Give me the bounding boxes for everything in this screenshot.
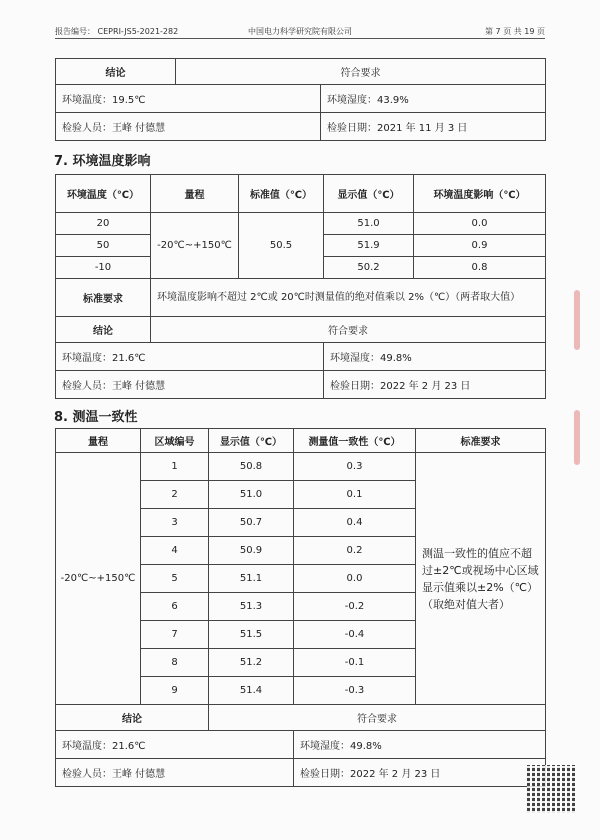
sec7-requirement-label: 标准要求 — [56, 279, 151, 317]
sec7-title: 7. 环境温度影响 — [54, 154, 151, 169]
sec7-header-display: 显示值（℃） — [324, 175, 414, 213]
sec6-ambient-humidity: 环境湿度：43.9% — [321, 85, 546, 113]
sec8-zone-cell: 3 — [141, 509, 209, 537]
sec8-consistency-cell: -0.4 — [294, 621, 416, 649]
sec6-inspector: 检验人员：王峰 付德慧 — [56, 113, 321, 141]
organization-name: 中国电力科学研究院有限公司 — [248, 27, 352, 36]
sec7-temp-cell: 20 — [56, 213, 151, 235]
sec8-header-display: 显示值（℃） — [209, 429, 294, 453]
sec7-conclusion-label: 结论 — [56, 317, 151, 343]
page-header — [55, 22, 545, 39]
table-row — [56, 213, 546, 235]
sec8-consistency-cell: 0.4 — [294, 509, 416, 537]
sec8-zone-cell: 5 — [141, 565, 209, 593]
sec8-consistency-cell: 0.0 — [294, 565, 416, 593]
sec7-requirement-value: 环境温度影响不超过 2℃或 20℃时测量值的绝对值乘以 2%（℃）（两者取大值） — [151, 279, 546, 317]
sec8-display-cell: 51.5 — [209, 621, 294, 649]
sec8-zone-cell: 9 — [141, 677, 209, 705]
sec8-consistency-cell: 0.2 — [294, 537, 416, 565]
sec8-header-requirement: 标准要求 — [416, 429, 546, 453]
sec8-display-cell: 50.7 — [209, 509, 294, 537]
sec8-ambient-temp: 环境温度：21.6℃ — [56, 731, 294, 759]
sec8-ambient-humidity: 环境湿度：49.8% — [294, 731, 546, 759]
sec8-requirement-cell: 测温一致性的值应不超过±2℃或视场中心区域显示值乘以±2%（℃）（取绝对值大者） — [416, 453, 546, 705]
sec7-header-temp: 环境温度（℃） — [56, 175, 151, 213]
report-number: 报告编号： CEPRI-JS5-2021-282 — [55, 27, 179, 36]
sec8-zone-cell: 6 — [141, 593, 209, 621]
table-row — [56, 453, 546, 481]
sec8-conclusion-label: 结论 — [56, 705, 209, 731]
sec8-consistency-cell: -0.2 — [294, 593, 416, 621]
sec8-zone-cell: 7 — [141, 621, 209, 649]
sec8-inspector: 检验人员：王峰 付德慧 — [56, 759, 294, 787]
sec7-table — [55, 174, 546, 399]
sec7-date: 检验日期：2022 年 2 月 23 日 — [324, 371, 546, 399]
sec7-header-standard: 标准值（℃） — [239, 175, 324, 213]
sec8-display-cell: 51.0 — [209, 481, 294, 509]
sec8-consistency-cell: 0.3 — [294, 453, 416, 481]
sec6-table — [55, 58, 546, 141]
sec7-display-cell: 50.2 — [324, 257, 414, 279]
sec8-consistency-cell: 0.1 — [294, 481, 416, 509]
sec7-range-cell: -20℃~+150℃ — [151, 213, 239, 279]
sec8-display-cell: 51.3 — [209, 593, 294, 621]
sec6-conclusion-label: 结论 — [56, 59, 176, 85]
page-number: 第 7 页 共 19 页 — [485, 27, 545, 36]
sec8-title: 8. 测温一致性 — [54, 410, 138, 425]
sec8-consistency-cell: -0.3 — [294, 677, 416, 705]
sec7-temp-cell: -10 — [56, 257, 151, 279]
sec7-display-cell: 51.9 — [324, 235, 414, 257]
sec7-ambient-humidity: 环境湿度：49.8% — [324, 343, 546, 371]
sec8-display-cell: 50.8 — [209, 453, 294, 481]
sec8-zone-cell: 4 — [141, 537, 209, 565]
sec7-effect-cell: 0.8 — [414, 257, 546, 279]
sec8-header-consistency: 测量值一致性（℃） — [294, 429, 416, 453]
seal-fragment-upper — [574, 290, 580, 350]
sec8-conclusion-value: 符合要求 — [209, 705, 546, 731]
sec7-standard-cell: 50.5 — [239, 213, 324, 279]
sec7-header-range: 量程 — [151, 175, 239, 213]
sec8-header-zone: 区域编号 — [141, 429, 209, 453]
seal-fragment-lower — [574, 410, 580, 465]
qr-code-icon — [527, 765, 575, 813]
sec6-ambient-temp: 环境温度：19.5℃ — [56, 85, 321, 113]
sec7-ambient-temp: 环境温度：21.6℃ — [56, 343, 324, 371]
sec8-date: 检验日期：2022 年 2 月 23 日 — [294, 759, 546, 787]
sec8-zone-cell: 2 — [141, 481, 209, 509]
sec7-conclusion-value: 符合要求 — [151, 317, 546, 343]
sec8-header-range: 量程 — [56, 429, 141, 453]
sec8-display-cell: 51.4 — [209, 677, 294, 705]
sec8-zone-cell: 8 — [141, 649, 209, 677]
sec8-consistency-cell: -0.1 — [294, 649, 416, 677]
sec8-zone-cell: 1 — [141, 453, 209, 481]
sec7-inspector: 检验人员：王峰 付德慧 — [56, 371, 324, 399]
sec6-conclusion-value: 符合要求 — [176, 59, 546, 85]
sec8-display-cell: 51.1 — [209, 565, 294, 593]
sec7-temp-cell: 50 — [56, 235, 151, 257]
sec8-table — [55, 428, 546, 787]
sec8-display-cell: 51.2 — [209, 649, 294, 677]
sec6-date: 检验日期：2021 年 11 月 3 日 — [321, 113, 546, 141]
sec7-header-effect: 环境温度影响（℃） — [414, 175, 546, 213]
sec7-effect-cell: 0.0 — [414, 213, 546, 235]
sec8-display-cell: 50.9 — [209, 537, 294, 565]
sec7-display-cell: 51.0 — [324, 213, 414, 235]
sec7-effect-cell: 0.9 — [414, 235, 546, 257]
sec8-range-cell: -20℃~+150℃ — [56, 453, 141, 705]
